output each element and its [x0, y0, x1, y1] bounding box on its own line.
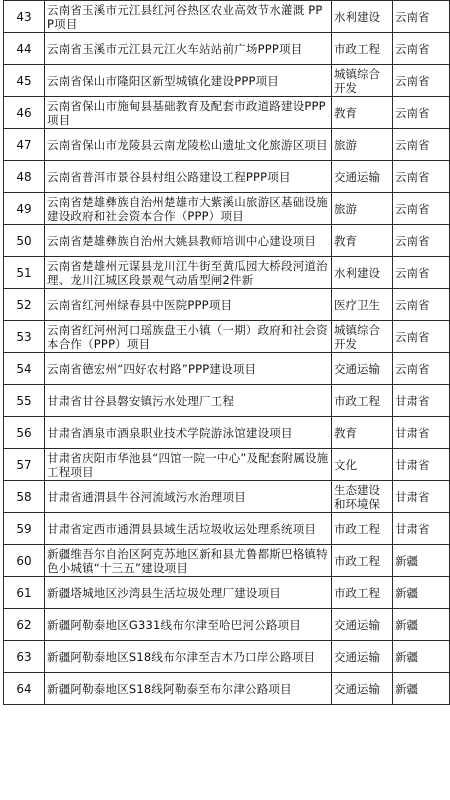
table-row [4, 289, 450, 321]
project-category: 交通运输 [332, 641, 393, 673]
project-province: 云南省 [393, 1, 450, 33]
project-category: 城镇综合开发 [332, 321, 393, 353]
project-province: 云南省 [393, 225, 450, 257]
project-province: 云南省 [393, 129, 450, 161]
project-category: 交通运输 [332, 673, 393, 705]
project-name: 云南省普洱市景谷县村组公路建设工程PPP项目 [45, 161, 332, 193]
project-name: 甘肃省酒泉市酒泉职业技术学院游泳馆建设项目 [45, 417, 332, 449]
project-name: 云南省保山市隆阳区新型城镇化建设PPP项目 [45, 65, 332, 97]
table-row [4, 1, 450, 33]
table-row [4, 257, 450, 289]
project-category: 教育 [332, 225, 393, 257]
project-province: 云南省 [393, 289, 450, 321]
row-number: 59 [4, 513, 45, 545]
row-number: 49 [4, 193, 45, 225]
row-number: 60 [4, 545, 45, 577]
row-number: 58 [4, 481, 45, 513]
table-row [4, 481, 450, 513]
project-name: 甘肃省庆阳市华池县“四馆一院一中心”及配套附属设施工程项目 [45, 449, 332, 481]
project-name: 甘肃省甘谷县磐安镇污水处理厂工程 [45, 385, 332, 417]
project-province: 新疆 [393, 673, 450, 705]
project-province: 新疆 [393, 609, 450, 641]
project-category: 市政工程 [332, 513, 393, 545]
project-name: 新疆阿勒泰地区G331线布尔津至哈巴河公路项目 [45, 609, 332, 641]
project-province: 云南省 [393, 321, 450, 353]
project-province: 甘肃省 [393, 385, 450, 417]
project-category: 市政工程 [332, 577, 393, 609]
project-province: 甘肃省 [393, 513, 450, 545]
row-number: 52 [4, 289, 45, 321]
project-category: 医疗卫生 [332, 289, 393, 321]
project-category: 教育 [332, 97, 393, 129]
project-name: 云南省楚雄州元谋县龙川江牛街至黄瓜园大桥段河道治理、龙川江城区段景观气动盾型闸2件新 [45, 257, 332, 289]
project-province: 新疆 [393, 641, 450, 673]
project-name: 新疆阿勒泰地区S18线阿勒泰至布尔津公路项目 [45, 673, 332, 705]
project-category: 市政工程 [332, 545, 393, 577]
project-category: 市政工程 [332, 33, 393, 65]
project-name: 云南省玉溪市元江县元江火车站站前广场PPP项目 [45, 33, 332, 65]
project-category: 水利建设 [332, 257, 393, 289]
row-number: 47 [4, 129, 45, 161]
project-category: 生态建设和环境保 [332, 481, 393, 513]
project-name: 云南省红河州绿春县中医院PPP项目 [45, 289, 332, 321]
table-row [4, 161, 450, 193]
table-body [4, 1, 450, 705]
row-number: 43 [4, 1, 45, 33]
project-name: 新疆维吾尔自治区阿克苏地区新和县尤鲁都斯巴格镇特色小城镇“十三五”建设项目 [45, 545, 332, 577]
project-name: 甘肃省通渭县牛谷河流域污水治理项目 [45, 481, 332, 513]
project-name: 甘肃省定西市通渭县县域生活垃圾收运处理系统项目 [45, 513, 332, 545]
table-row [4, 545, 450, 577]
row-number: 57 [4, 449, 45, 481]
project-province: 云南省 [393, 257, 450, 289]
project-name: 云南省德宏州“四好农村路”PPP建设项目 [45, 353, 332, 385]
project-category: 交通运输 [332, 353, 393, 385]
project-province: 云南省 [393, 193, 450, 225]
table-row [4, 193, 450, 225]
project-category: 城镇综合开发 [332, 65, 393, 97]
table-row [4, 353, 450, 385]
table-row [4, 225, 450, 257]
table-row [4, 65, 450, 97]
row-number: 44 [4, 33, 45, 65]
ppp-project-table [3, 0, 450, 705]
table-row [4, 33, 450, 65]
project-category: 旅游 [332, 193, 393, 225]
row-number: 45 [4, 65, 45, 97]
project-province: 云南省 [393, 33, 450, 65]
project-name: 云南省红河州河口瑶族盘王小镇（一期）政府和社会资本合作（PPP）项目 [45, 321, 332, 353]
table-row [4, 673, 450, 705]
row-number: 62 [4, 609, 45, 641]
table-row [4, 577, 450, 609]
table-row [4, 449, 450, 481]
project-name: 新疆塔城地区沙湾县生活垃圾处理厂建设项目 [45, 577, 332, 609]
project-category: 交通运输 [332, 609, 393, 641]
row-number: 63 [4, 641, 45, 673]
project-name: 云南省保山市龙陵县云南龙陵松山遗址文化旅游区项目 [45, 129, 332, 161]
row-number: 55 [4, 385, 45, 417]
table-row [4, 97, 450, 129]
table-row [4, 129, 450, 161]
row-number: 48 [4, 161, 45, 193]
project-category: 交通运输 [332, 161, 393, 193]
row-number: 56 [4, 417, 45, 449]
project-province: 云南省 [393, 353, 450, 385]
project-category: 旅游 [332, 129, 393, 161]
table-row [4, 385, 450, 417]
project-category: 水利建设 [332, 1, 393, 33]
project-province: 云南省 [393, 161, 450, 193]
table-row [4, 417, 450, 449]
table-row [4, 513, 450, 545]
project-name: 新疆阿勒泰地区S18线布尔津至吉木乃口岸公路项目 [45, 641, 332, 673]
row-number: 50 [4, 225, 45, 257]
row-number: 64 [4, 673, 45, 705]
project-province: 新疆 [393, 545, 450, 577]
project-name: 云南省楚雄彝族自治州大姚县教师培训中心建设项目 [45, 225, 332, 257]
row-number: 46 [4, 97, 45, 129]
table-row [4, 641, 450, 673]
row-number: 53 [4, 321, 45, 353]
project-name: 云南省楚雄彝族自治州楚雄市大紫溪山旅游区基础设施建设政府和社会资本合作（PPP）项目 [45, 193, 332, 225]
project-category: 市政工程 [332, 385, 393, 417]
project-name: 云南省玉溪市元江县红河谷热区农业高效节水灌溉 PPP项目 [45, 1, 332, 33]
project-province: 甘肃省 [393, 481, 450, 513]
row-number: 54 [4, 353, 45, 385]
project-category: 文化 [332, 449, 393, 481]
project-category: 教育 [332, 417, 393, 449]
project-name: 云南省保山市施甸县基础教育及配套市政道路建设PPP项目 [45, 97, 332, 129]
table-row [4, 321, 450, 353]
table-row [4, 609, 450, 641]
row-number: 51 [4, 257, 45, 289]
project-province: 甘肃省 [393, 449, 450, 481]
project-province: 云南省 [393, 65, 450, 97]
project-province: 甘肃省 [393, 417, 450, 449]
row-number: 61 [4, 577, 45, 609]
project-province: 新疆 [393, 577, 450, 609]
project-province: 云南省 [393, 97, 450, 129]
